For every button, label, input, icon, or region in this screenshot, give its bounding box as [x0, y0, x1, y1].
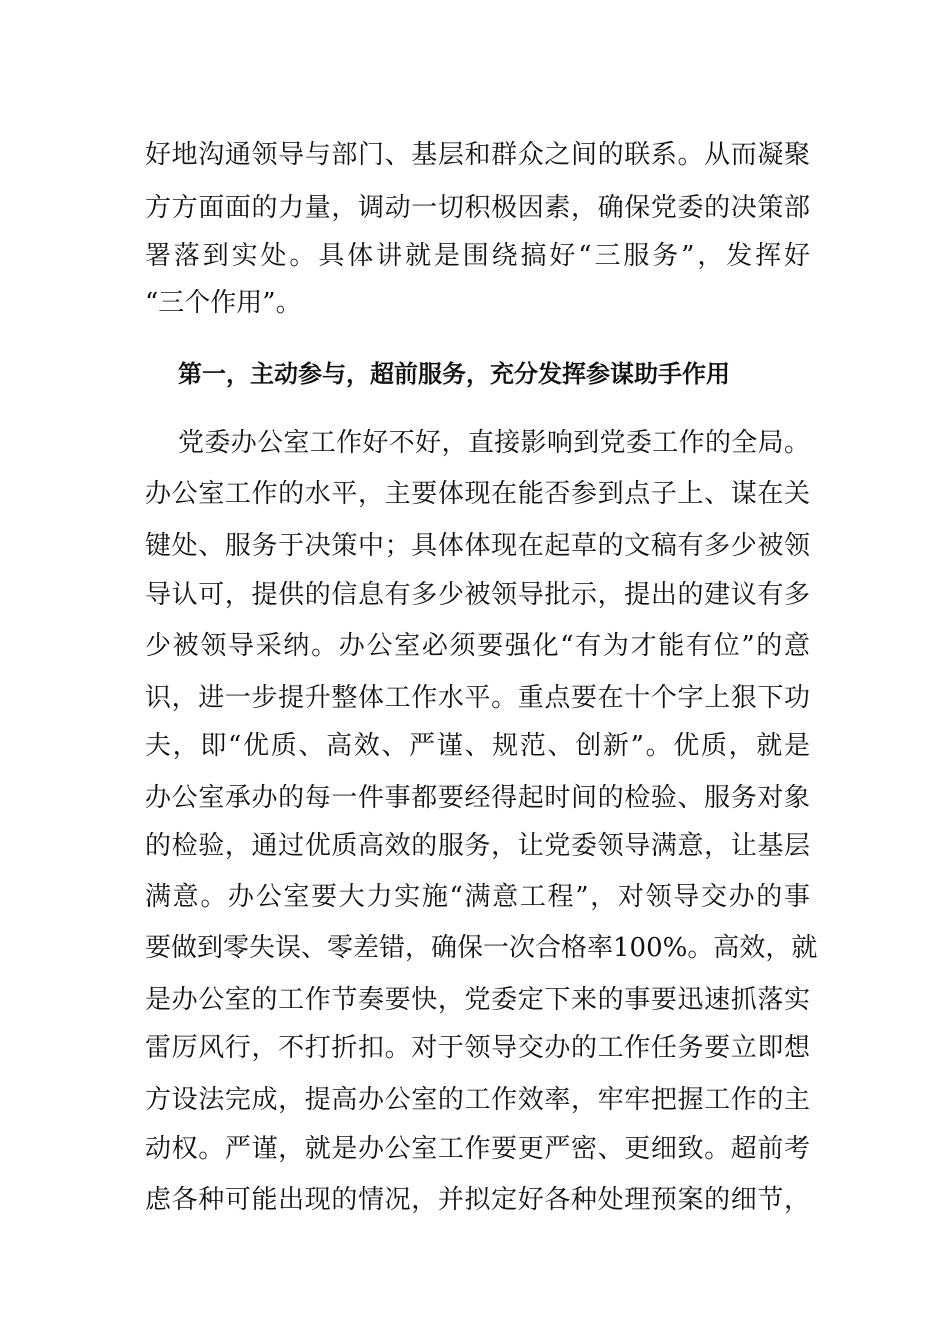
intro-line-4: “三个作用”。 — [145, 288, 302, 318]
body-line-14: 方设法完成，提高办公室的工作效率，牢牢把握工作的主 — [145, 1085, 810, 1115]
body-line-9: 的检验，通过优质高效的服务，让党委领导满意，让基层 — [145, 831, 810, 861]
intro-line-1: 好地沟通领导与部门、基层和群众之间的联系。从而凝聚 — [145, 140, 810, 170]
body-line-2: 办公室工作的水平，主要体现在能否参到点子上、谋在关 — [145, 479, 810, 509]
intro-line-2: 方方面面的力量，调动一切积极因素，确保党委的决策部 — [145, 193, 810, 223]
body-line-4: 导认可，提供的信息有多少被领导批示，提出的建议有多 — [145, 580, 810, 610]
body-line-3: 键处、服务于决策中；具体体现在起草的文稿有多少被领 — [145, 531, 810, 561]
body-line-10: 满意。办公室要大力实施“满意工程”，对领导交办的事 — [145, 882, 810, 912]
body-line-12: 是办公室的工作节奏要快，党委定下来的事要迅速抓落实 — [145, 985, 810, 1015]
body-line-5: 少被领导采纳。办公室必须要强化“有为才能有位”的意 — [145, 631, 810, 661]
body-line-7: 夫，即“优质、高效、严谨、规范、创新”。优质，就是 — [145, 731, 810, 761]
body-line-6: 识，进一步提升整体工作水平。重点要在十个字上狠下功 — [145, 683, 810, 713]
body-line-8: 办公室承办的每一件事都要经得起时间的检验、服务对象 — [145, 783, 810, 813]
body-line-1: 党委办公室工作好不好，直接影响到党委工作的全局。 — [178, 428, 810, 458]
intro-line-3: 署落到实处。具体讲就是围绕搞好“三服务”，发挥好 — [145, 241, 810, 271]
body-line-16: 虑各种可能出现的情况，并拟定好各种处理预案的细节， — [145, 1185, 810, 1215]
body-line-11: 要做到零失误、零差错，确保一次合格率100%。高效，就 — [145, 933, 818, 963]
body-line-15: 动权。严谨，就是办公室工作要更严密、更细致。超前考 — [145, 1134, 810, 1164]
section-heading: 第一，主动参与，超前服务，充分发挥参谋助手作用 — [178, 360, 730, 388]
body-line-13: 雷厉风行，不打折扣。对于领导交办的工作任务要立即想 — [145, 1033, 810, 1063]
